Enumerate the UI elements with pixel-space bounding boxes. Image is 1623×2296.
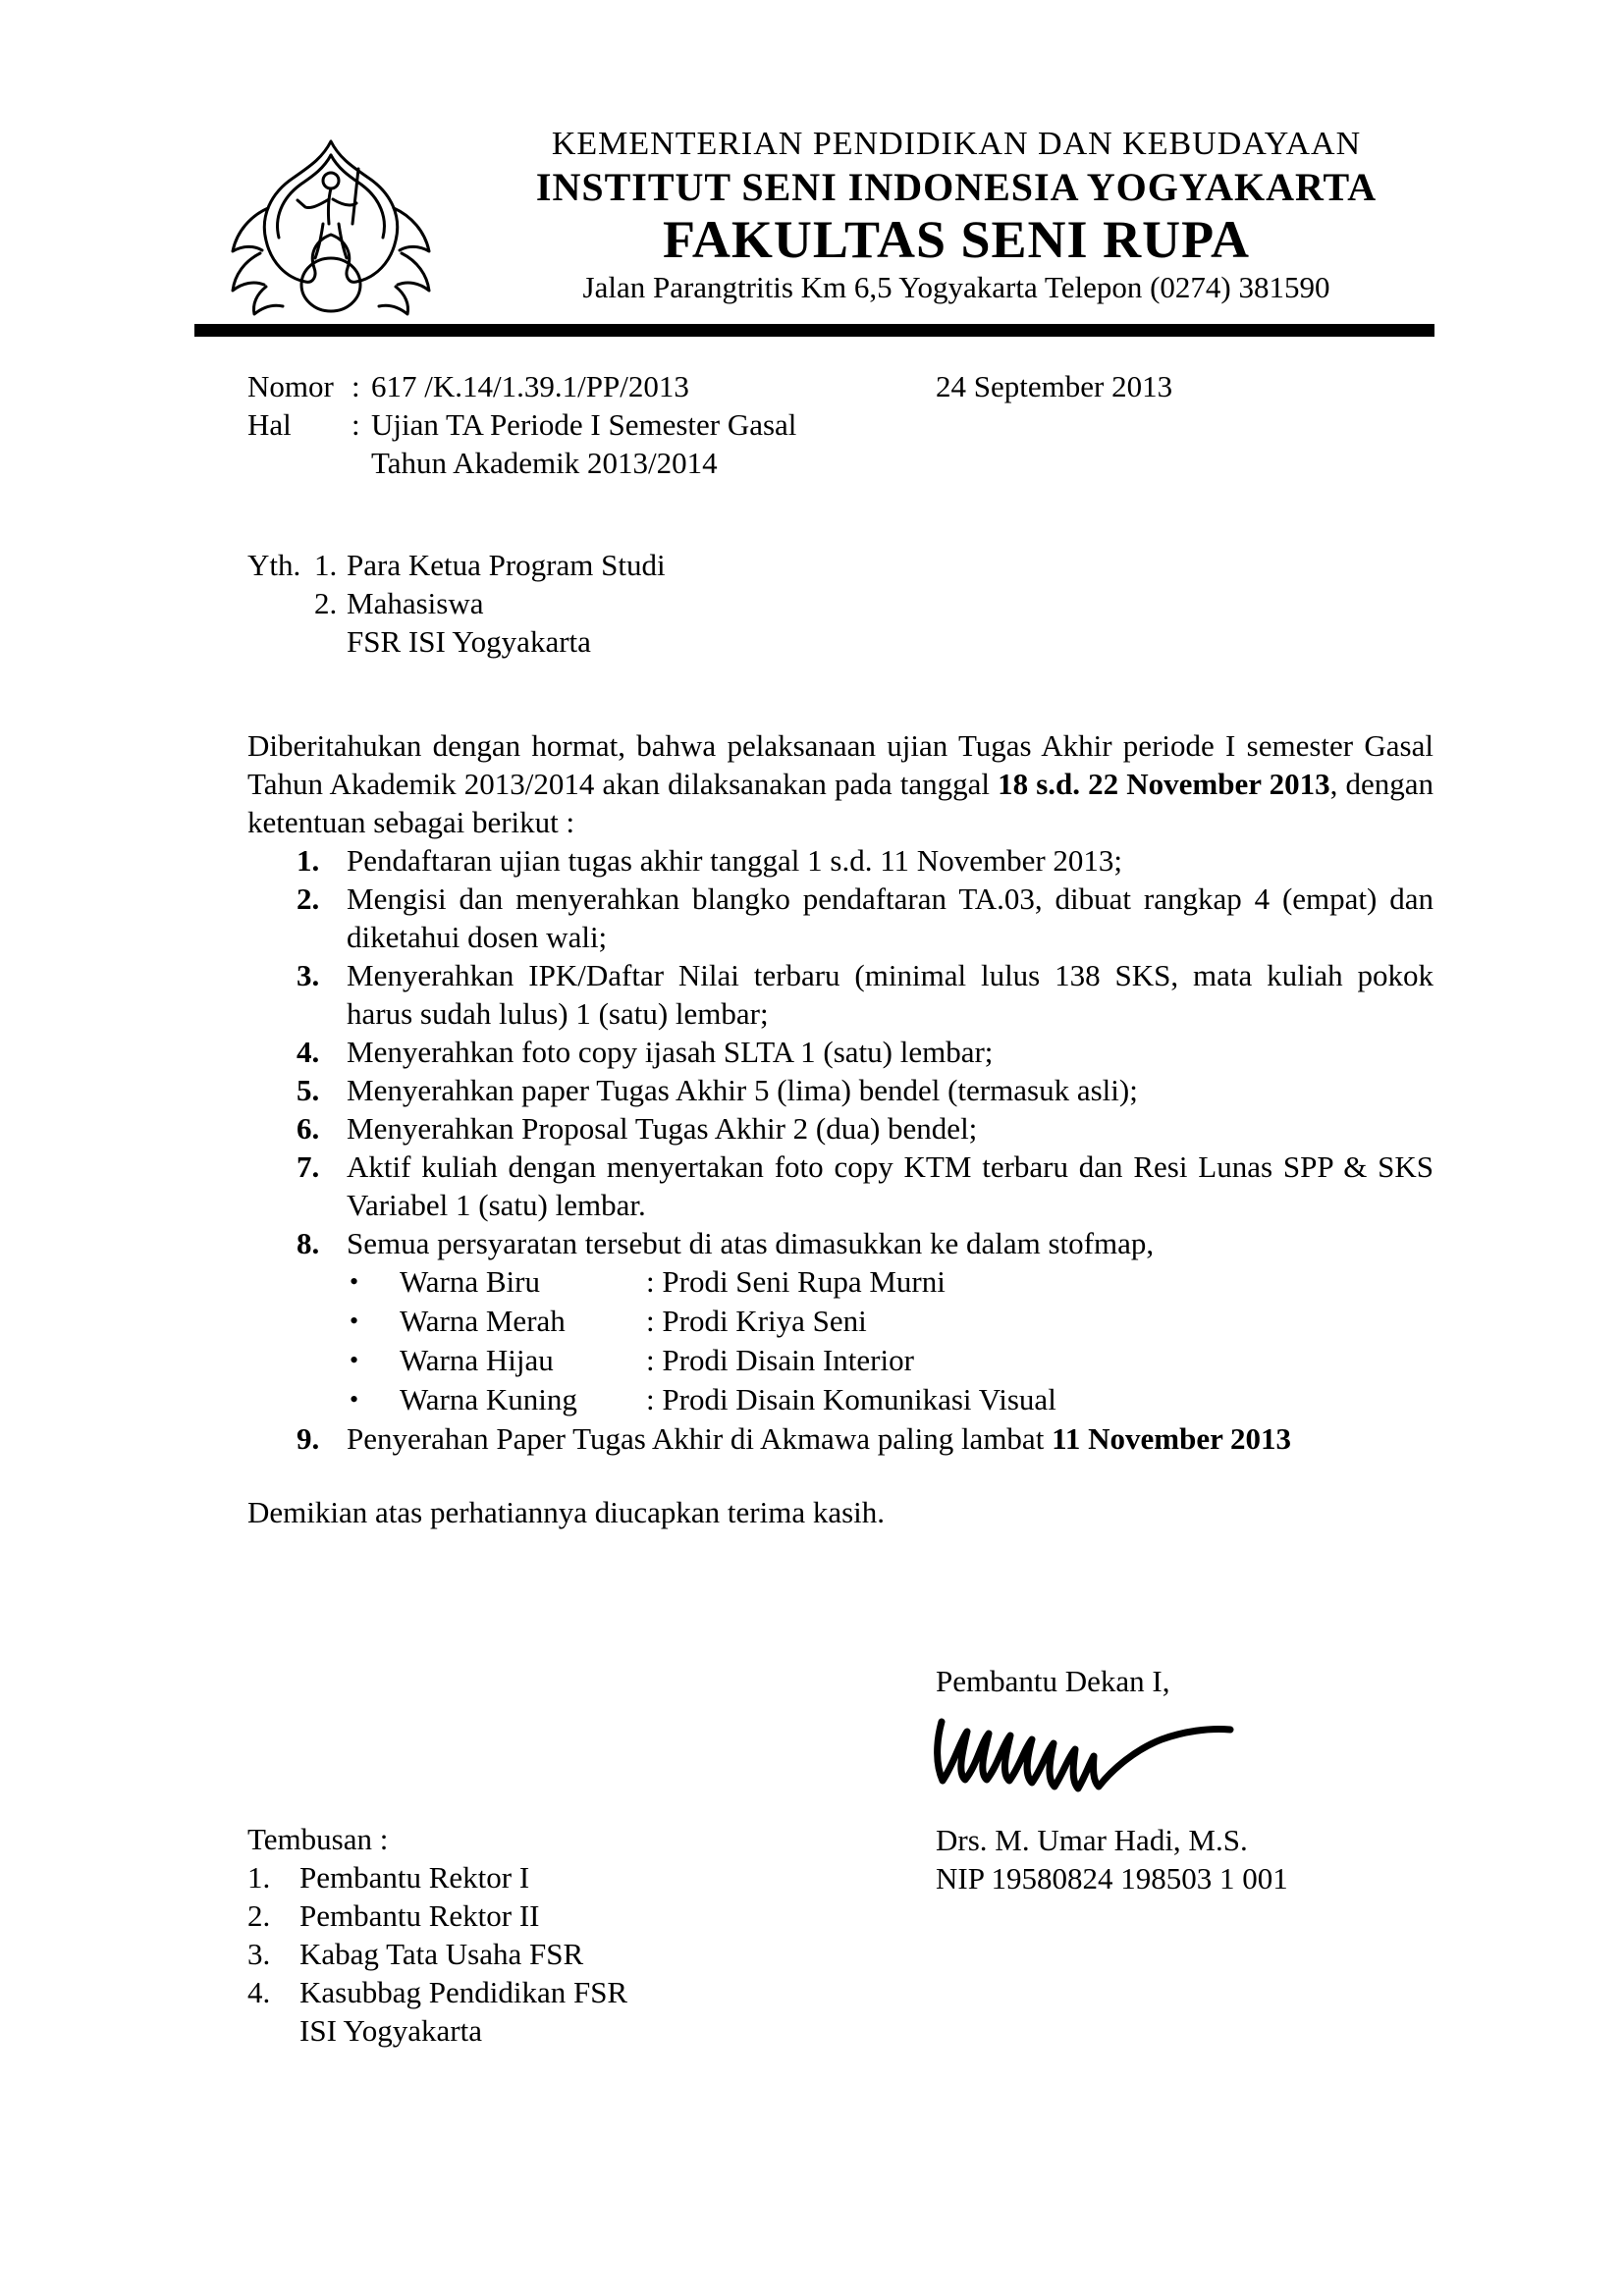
folder-colon: : bbox=[646, 1343, 655, 1377]
list-item bbox=[247, 1033, 1434, 1071]
bullet-icon: • bbox=[350, 1385, 359, 1414]
item-text: Menyerahkan Proposal Tugas Akhir 2 (dua) bendel; bbox=[347, 1111, 978, 1146]
cc-item bbox=[247, 1973, 1434, 2011]
item-text: Menyerahkan IPK/Daftar Nilai terbaru (minimal lulus 138 SKS, mata kuliah pokok harus sudah lulus) 1 (satu) lembar; bbox=[347, 958, 1434, 1031]
recipient-item: Mahasiswa bbox=[347, 586, 484, 620]
folder-color-item bbox=[247, 1302, 1434, 1341]
subject-value-line2: Tahun Akademik 2013/2014 bbox=[371, 446, 718, 480]
cc-text: Pembantu Rektor II bbox=[299, 1898, 540, 1933]
item-number: 1. bbox=[297, 843, 320, 878]
address-line: Jalan Parangtritis Km 6,5 Yogyakarta Telepon (0274) 381590 bbox=[582, 270, 1330, 304]
folder-colon: : bbox=[646, 1264, 655, 1299]
item-number: 9. bbox=[297, 1421, 320, 1456]
list-item bbox=[247, 1148, 1434, 1224]
folder-prodi: Prodi Disain Interior bbox=[662, 1343, 914, 1377]
recipient-num: 2. bbox=[314, 586, 338, 620]
item-number: 7. bbox=[297, 1149, 320, 1184]
cc-item bbox=[247, 1896, 1434, 1935]
item9-text: Penyerahan Paper Tugas Akhir di Akmawa paling lambat bbox=[347, 1421, 1053, 1456]
letter-date: 24 September 2013 bbox=[936, 369, 1173, 403]
deadline-date: 11 November 2013 bbox=[1052, 1421, 1292, 1456]
institute-name: INSTITUT SENI INDONESIA YOGYAKARTA bbox=[535, 165, 1378, 209]
exam-period-dates: 18 s.d. 22 November 2013 bbox=[998, 767, 1330, 801]
cc-colon: : bbox=[379, 1822, 389, 1856]
item-text: Aktif kuliah dengan menyertakan foto copy KTM terbaru dan Resi Lunas SPP & SKS Variabel 1 (satu) lembar. bbox=[347, 1149, 1434, 1222]
folder-color-item bbox=[247, 1262, 1434, 1302]
item-text bbox=[347, 1419, 1434, 1458]
item-number: 3. bbox=[297, 958, 320, 992]
folder-color-item bbox=[247, 1380, 1434, 1419]
list-item bbox=[247, 1419, 1434, 1458]
salutation: Yth. bbox=[247, 548, 301, 582]
item-text: Semua persyaratan tersebut di atas dimasukkan ke dalam stofmap, bbox=[347, 1226, 1155, 1260]
item-number: 4. bbox=[297, 1035, 320, 1069]
item-text: Pendaftaran ujian tugas akhir tanggal 1 s.d. 11 November 2013; bbox=[347, 843, 1123, 878]
signature-block bbox=[936, 1662, 1288, 1897]
isi-logo-icon bbox=[212, 130, 450, 318]
list-item bbox=[247, 1224, 1434, 1262]
cc-num: 1. bbox=[247, 1860, 271, 1895]
signer-title: Pembantu Dekan I, bbox=[936, 1664, 1170, 1698]
signer-nip: NIP 19580824 198503 1 001 bbox=[936, 1861, 1288, 1896]
number-value: 617 /K.14/1.39.1/PP/2013 bbox=[371, 369, 689, 403]
ministry-name: KEMENTERIAN PENDIDIKAN DAN KEBUDAYAAN bbox=[551, 126, 1362, 162]
list-item bbox=[247, 880, 1434, 956]
folder-prodi: Prodi Kriya Seni bbox=[662, 1304, 867, 1338]
cc-item bbox=[247, 1935, 1434, 1973]
list-item bbox=[247, 956, 1434, 1033]
item-number: 2. bbox=[297, 881, 320, 916]
bullet-icon: • bbox=[350, 1307, 359, 1335]
number-colon: : bbox=[352, 369, 360, 403]
subject-colon: : bbox=[352, 407, 360, 442]
folder-color-label: Warna Biru bbox=[400, 1264, 540, 1299]
letter-body bbox=[247, 726, 1434, 1562]
list-item bbox=[247, 841, 1434, 880]
footer-section bbox=[247, 1662, 1434, 2050]
item-text: Menyerahkan paper Tugas Akhir 5 (lima) bendel (termasuk asli); bbox=[347, 1073, 1138, 1107]
closing-line: Demikian atas perhatiannya diucapkan terima kasih. bbox=[247, 1495, 886, 1529]
opening-text-tail: , dengan ketentuan sebagai berikut : bbox=[247, 767, 1434, 839]
bullet-icon: • bbox=[350, 1267, 359, 1296]
recipient-block bbox=[247, 546, 1131, 661]
signer-name: Drs. M. Umar Hadi, M.S. bbox=[936, 1823, 1248, 1857]
subject-value-line1: Ujian TA Periode I Semester Gasal bbox=[371, 407, 797, 442]
letterhead-divider bbox=[194, 324, 1434, 337]
item-number: 6. bbox=[297, 1111, 320, 1146]
item-text: Menyerahkan foto copy ijasah SLTA 1 (satu) lembar; bbox=[347, 1035, 994, 1069]
number-label: Nomor bbox=[247, 369, 334, 403]
item-text: Mengisi dan menyerahkan blangko pendaftaran TA.03, dibuat rangkap 4 (empat) dan diketahui dosen wali; bbox=[347, 881, 1434, 954]
item-number: 8. bbox=[297, 1226, 320, 1260]
opening-text: Diberitahukan dengan hormat, bahwa pelaksanaan ujian Tugas Akhir periode I semester Gasal Tahun Akademik 2013/2014 akan dilaksanakan pada tanggal bbox=[247, 728, 1434, 801]
recipient-continuation: FSR ISI Yogyakarta bbox=[347, 624, 591, 659]
letterhead bbox=[496, 124, 1417, 306]
folder-prodi: Prodi Disain Komunikasi Visual bbox=[662, 1382, 1056, 1416]
cc-text: Pembantu Rektor I bbox=[299, 1860, 530, 1895]
cc-continuation: ISI Yogyakarta bbox=[299, 2013, 482, 2048]
subject-label: Hal bbox=[247, 407, 292, 442]
folder-color-item bbox=[247, 1341, 1434, 1380]
cc-text: Kasubbag Pendidikan FSR bbox=[299, 1975, 628, 2009]
cc-num: 2. bbox=[247, 1898, 271, 1933]
bullet-icon: • bbox=[350, 1346, 359, 1374]
recipient-num: 1. bbox=[314, 548, 338, 582]
item-number: 5. bbox=[297, 1073, 320, 1107]
letter-meta bbox=[247, 367, 1434, 482]
folder-color-list bbox=[247, 1262, 1434, 1419]
opening-paragraph bbox=[247, 726, 1434, 841]
recipient-item: Para Ketua Program Studi bbox=[347, 548, 666, 582]
folder-color-label: Warna Hijau bbox=[400, 1343, 554, 1377]
folder-color-label: Warna Kuning bbox=[400, 1382, 577, 1416]
cc-num: 3. bbox=[247, 1937, 271, 1971]
folder-prodi: Prodi Seni Rupa Murni bbox=[662, 1264, 946, 1299]
list-item bbox=[247, 1109, 1434, 1148]
list-item bbox=[247, 1071, 1434, 1109]
cc-title-label: Tembusan bbox=[247, 1822, 372, 1856]
faculty-name: FAKULTAS SENI RUPA bbox=[662, 210, 1251, 269]
signature-icon bbox=[928, 1708, 1252, 1798]
folder-colon: : bbox=[646, 1382, 655, 1416]
folder-colon: : bbox=[646, 1304, 655, 1338]
folder-color-label: Warna Merah bbox=[400, 1304, 566, 1338]
cc-num: 4. bbox=[247, 1975, 271, 2009]
cc-text: Kabag Tata Usaha FSR bbox=[299, 1937, 584, 1971]
